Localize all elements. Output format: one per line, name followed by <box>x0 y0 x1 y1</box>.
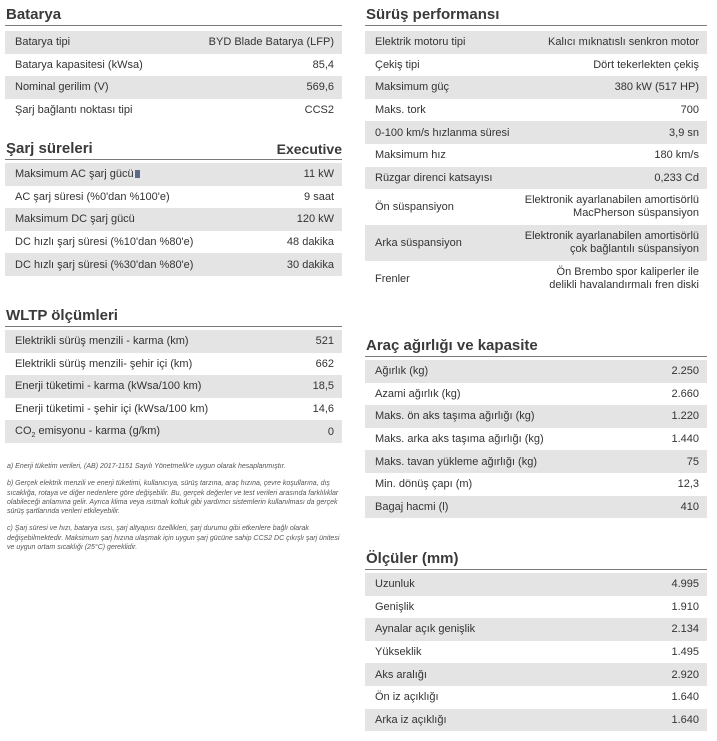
charging-table <box>5 163 342 276</box>
wltp-title: WLTP ölçümleri <box>5 306 342 327</box>
table-row: Şarj bağlantı noktası tipi CCS2 <box>15 104 334 117</box>
table-row: 0-100 km/s hızlanma süresi 3,9 sn <box>365 121 707 144</box>
table-row: Frenler Ön Brembo spor kaliperler ile delikli havalandırmalı fren diski <box>375 265 699 291</box>
table-row: Arka süspansiyon Elektronik ayarlanabilen amortisörlü çok bağlantılı süspansiyon <box>365 225 707 261</box>
table-row: DC hızlı şarj süresi (%30'dan %80'e) 30 dakika <box>5 253 342 276</box>
wltp-section <box>5 306 342 443</box>
table-row: Maksimum DC şarj gücü 120 kW <box>5 208 342 231</box>
table-row: Maks. tavan yükleme ağırlığı (kg) 75 <box>365 450 707 473</box>
table-row: Azami ağırlık (kg) 2.660 <box>375 387 699 400</box>
table-row: Enerji tüketimi - karma (kWsa/100 km) 18,5 <box>5 375 342 398</box>
footnote-c: c) Şarj süresi ve hızı, batarya ısısı, şarj altyapısı özellikleri, şarj durumu gibi etkenlere bağlı olarak değişebilmektedir. Maksimum şarj hızına ulaşmak için uygun şarj gücüne sahip CCS2 DC çıkışlı şarj ünitesi ve uygun ortam sıcaklığı (25°C) gereklidir. <box>7 525 340 552</box>
table-row: Ön süspansiyon Elektronik ayarlanabilen amortisörlü MacPherson süspansiyon <box>375 194 699 220</box>
table-row: Maksimum AC şarj gücü 11 kW <box>5 163 342 186</box>
dimensions-table <box>365 573 707 731</box>
table-row: Maksimum hız 180 km/s <box>375 149 699 162</box>
table-row: AC şarj süresi (%0'dan %100'e) 9 saat <box>15 190 334 203</box>
trim-label: Executive <box>276 141 342 157</box>
table-row: Genişlik 1.910 <box>375 600 699 613</box>
cursor-marker-icon <box>135 170 140 178</box>
table-row: Bagaj hacmi (l) 410 <box>365 496 707 519</box>
table-row: Maks. arka aks taşıma ağırlığı (kg) 1.440 <box>375 433 699 446</box>
battery-section <box>5 5 342 121</box>
table-row: Çekiş tipi Dört tekerlekten çekiş <box>375 58 699 71</box>
table-row: Batarya kapasitesi (kWsa) 85,4 <box>15 58 334 71</box>
table-row: Nominal gerilim (V) 569,6 <box>5 76 342 99</box>
table-row: Batarya tipi BYD Blade Batarya (LFP) <box>5 31 342 54</box>
table-row: Uzunluk 4.995 <box>365 573 707 596</box>
table-row: Arka iz açıklığı 1.640 <box>365 709 707 732</box>
table-row: Maks. ön aks taşıma ağırlığı (kg) 1.220 <box>365 405 707 428</box>
table-row: Aks aralığı 2.920 <box>365 663 707 686</box>
table-row: Ön iz açıklığı 1.640 <box>375 691 699 704</box>
table-row: Yükseklik 1.495 <box>375 646 699 659</box>
performance-title: Sürüş performansı <box>365 5 707 26</box>
table-row: Min. dönüş çapı (m) 12,3 <box>375 478 699 491</box>
table-row: Ağırlık (kg) 2.250 <box>365 360 707 383</box>
weight-section <box>365 336 707 518</box>
performance-table <box>365 31 707 297</box>
table-row: Enerji tüketimi - şehir içi (kWsa/100 km) 14,6 <box>15 403 334 416</box>
dimensions-section <box>365 549 707 731</box>
table-row: Rüzgar direnci katsayısı 0,233 Cd <box>365 167 707 190</box>
table-row: Aynalar açık genişlik 2.134 <box>365 618 707 641</box>
wltp-table <box>5 330 342 443</box>
table-row: $CO_2$ emisyonu - karma (g/km) 0 <box>5 420 342 443</box>
battery-table <box>5 31 342 121</box>
table-row: Elektrikli sürüş menzili - karma (km) 521 <box>5 330 342 353</box>
table-row: Elektrikli sürüş menzili- şehir içi (km) 662 <box>15 357 334 370</box>
footnote-b: b) Gerçek elektrik menzili ve enerji tüketimi, kullanıcıya, sürüş tarzına, araç hızına, çevre koşullarına, dış sıcaklığa, rotaya ve diğer nedenlere göre değişebilir. Bu, gerçek değerler ve test verileri arasında farklılıklar olabileceği anlamına gelir. Ayrıca klima veya ısıtmalı koltuk gibi yardımcı sistemlerin kullanılması da gerçek sürüş şartlarında verileri etkileyebilir. <box>7 480 339 516</box>
performance-section <box>365 5 707 297</box>
table-row: DC hızlı şarj süresi (%10'dan %80'e) 48 dakika <box>15 236 334 249</box>
charging-section <box>5 139 342 276</box>
footnotes <box>7 462 342 560</box>
table-row: Maks. tork 700 <box>375 104 699 117</box>
table-row: Maksimum güç 380 kW (517 HP) <box>365 76 707 99</box>
weight-table <box>365 360 707 518</box>
table-row: Elektrik motoru tipi Kalıcı mıknatıslı senkron motor <box>365 31 707 54</box>
footnote-a: a) Enerji tüketim verileri, (AB) 2017-1151 Sayılı Yönetmelik'e uygun olarak hesaplanmıştır. <box>7 463 286 470</box>
dimensions-title: Ölçüler (mm) <box>365 549 707 570</box>
charging-title: Şarj süreleri Executive <box>5 139 342 160</box>
battery-title: Batarya <box>5 5 342 26</box>
weight-title: Araç ağırlığı ve kapasite <box>365 336 707 357</box>
